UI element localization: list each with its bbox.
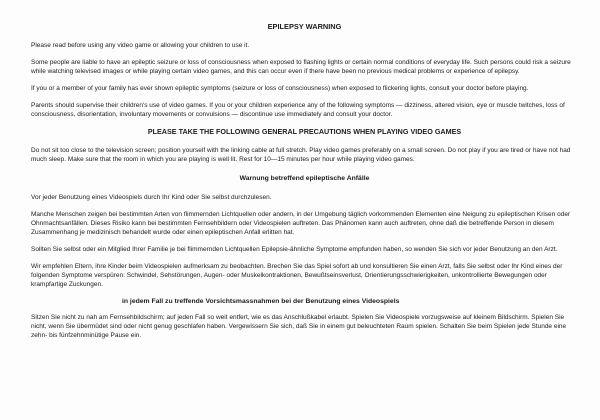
german-para-1: Manche Menschen zeigen bei bestimmten Arten von flimmernden Lichtquellen oder andern, in der Umgebung täglich vorkommenden Elementen eine Neigung zu epileptischen Krisen oder Ohnmachtsanfällen. Dieses Risiko kann bei bestimmten Fernsehbildern oder Videospielen auftreten. Das Phänomen kann auch auftreten, ohne daß die betreffende Person in diesem Zusammenhang je medizinisch behandelt wurde oder einen epileptischen Anfall erlitten hat. <box>31 211 571 236</box>
german-para-2: Sollten Sie selbst oder ein Mitglied Ihrer Familie je bei flimmernden Lichtquellen Epilepsie-ähnliche Symptome empfunden haben, so wenden Sie sich vor jeder Benutzung an den Arzt. <box>31 246 558 253</box>
english-precautions-heading: PLEASE TAKE THE FOLLOWING GENERAL PRECAUTIONS WHEN PLAYING VIDEO GAMES <box>147 127 462 136</box>
german-para-3: Wir empfehlen Eltern, ihre Kinder beim Videospielen aufmerksam zu beobachten. Brechen Sie das Spiel sofort ab und konsultieren Sie einen Arzt, falls Sie selbst oder Ihr Kind eines der folgenden Symptome verspüren: Schwindel, Sehstörungen, Augen- oder Muskelkontraktionen, Bewußtseinsverlust, Orientierungsschwierigkeiten, unkontrollierte Bewegungen oder krampfartige Zuckungen. <box>31 263 563 288</box>
english-para-1: Some people are liable to have an epileptic seizure or loss of consciousness when exposed to flashing lights or certain normal conditions of everyday life. Such persons could risk a seizure while watching televised images or while playing certain video games, and this can occur even if there have been no previous medical problems or experience of epilepsy. <box>31 59 571 75</box>
german-intro: Vor jeder Benutzung eines Videospiels durch Ihr Kind oder Sie selbst durchzulesen. <box>31 194 272 201</box>
german-precautions-heading: in jedem Fall zu treffende Vorsichtsmassnahmen bei der Benutzung eines Videospiels <box>122 298 400 305</box>
english-para-2: If you or a member of your family has ever shown epileptic symptoms (seizure or loss of consciousness) when exposed to flickering lights, consult your doctor before playing. <box>31 85 529 92</box>
english-precautions: Do not sit too close to the television screen; position yourself with the linking cable at full stretch. Play video games preferably on a small screen. Do not play if you are tired or have not had much sleep. Make sure that the room in which you are playing is well lit. Rest for 10—15 minutes per hour while playing video games. <box>31 147 571 163</box>
english-intro: Please read before using any video game or allowing your children to use it. <box>31 42 250 49</box>
english-para-3: Parents should supervise their children's use of video games. If you or your children experience any of the following symptoms — dizziness, altered vision, eye or muscle twitches, loss of consciousness, disorientation, involuntary movements or convulsions — discontinue use immediately and consult your doctor. <box>31 102 565 118</box>
german-title: Warnung betreffend epileptische Anfälle <box>239 175 370 182</box>
english-title: EPILEPSY WARNING <box>267 22 342 31</box>
german-precautions: Sitzen Sie nicht zu nah am Fernsehbildschirm; auf jeden Fall so weit entfert, wie es das Anschlußkabel erlaubt. Spielen Sie Videospiele vorzugsweise auf kleinem Bildschirm. Spielen Sie nicht, wenn Sie übermüdet sind oder nicht genug geschlafen haben. Vergewissern Sie sich, daß Sie in einem gut beleuchteten Raum spielen. Schalten Sie beim Spielen jede Stunde eine zehn- bis fünfzehnminütige Pause ein. <box>31 314 567 339</box>
